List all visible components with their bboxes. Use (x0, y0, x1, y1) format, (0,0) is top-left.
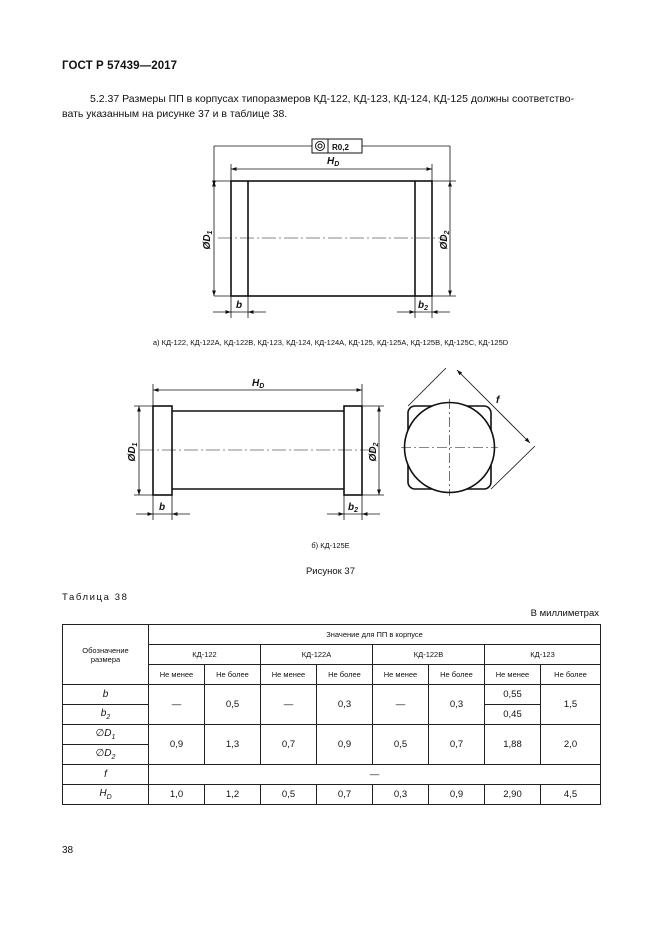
table-cell: 0,5 (261, 785, 317, 805)
case-kd122v: КД-122В (373, 645, 485, 665)
table-cell: — (149, 685, 205, 725)
table-cell: 4,5 (541, 785, 601, 805)
table-cell: 2,0 (541, 725, 601, 765)
table-cell: — (373, 685, 429, 725)
col-group-header: Значение для ПП в корпусе (149, 625, 601, 645)
min-label: Не менее (485, 665, 541, 685)
table-cell: 0,5 (205, 685, 261, 725)
table-cell: 1,88 (485, 725, 541, 765)
table-row-hd (63, 785, 601, 805)
table-cell: 0,55 (485, 685, 541, 705)
max-label: Не более (541, 665, 601, 685)
table-cell: — (149, 765, 601, 785)
row-symbol-hd: $H_D$ (63, 785, 149, 805)
component-b-end-view (401, 399, 498, 496)
table-cell: 0,7 (429, 725, 485, 765)
table-cell: 1,0 (149, 785, 205, 805)
paragraph-line-2: вать указанным на рисунке 37 и в таблице 38. (62, 108, 288, 120)
table-cell: 1,5 (541, 685, 601, 725)
fig-a-label-hd: $H_D$ (327, 156, 340, 168)
table-cell: 0,9 (429, 785, 485, 805)
table-cell: 1,3 (205, 725, 261, 765)
fig-b-label-d1: $ØD_1$ (127, 442, 139, 462)
table-cell: 0,7 (317, 785, 373, 805)
fig-b-label-b2: $b_2$ (348, 502, 359, 514)
table-cell: 0,5 (373, 725, 429, 765)
row-symbol-d1: $\emptyset D_1$ (63, 725, 149, 745)
fig-b-label-hd: $H_D$ (252, 378, 265, 390)
fig-a-label-b2: $b_2$ (418, 300, 429, 312)
fig-a-label-d2: $ØD_2$ (439, 230, 451, 250)
min-label: Не менее (149, 665, 205, 685)
table-row-d1 (63, 725, 601, 745)
table-cell: — (261, 685, 317, 725)
fig-a-label-d1: $ØD_1$ (202, 230, 214, 250)
max-label: Не более (205, 665, 261, 685)
table-cell: 0,3 (317, 685, 373, 725)
table-header-row-1 (63, 625, 601, 645)
fig-b-label-d2: $ØD_2$ (368, 442, 380, 462)
row-symbol-b: b (63, 685, 149, 705)
tolerance-value: R0,2 (332, 143, 349, 152)
row-symbol-d2: $\emptyset D_2$ (63, 745, 149, 765)
component-b-body (153, 406, 362, 495)
case-kd122: КД-122 (149, 645, 261, 665)
min-label: Не менее (261, 665, 317, 685)
col-param-header: Обозначение размера (63, 625, 149, 685)
table-cell: 1,2 (205, 785, 261, 805)
paragraph-line-1: 5.2.37 Размеры ПП в корпусах типоразмеров КД-122, КД-123, КД-124, КД-125 должны соответство- (90, 93, 575, 105)
table-cell: 0,9 (149, 725, 205, 765)
table-units: В миллиметрах (530, 608, 599, 619)
table-cell: 0,9 (317, 725, 373, 765)
fig-a-label-b: b (236, 300, 243, 311)
document-header: ГОСТ Р 57439—2017 (62, 60, 178, 72)
case-kd122a: КД-122А (261, 645, 373, 665)
max-label: Не более (317, 665, 373, 685)
table-cell: 0,3 (373, 785, 429, 805)
page-number: 38 (62, 845, 74, 856)
case-kd123: КД-123 (485, 645, 601, 665)
min-label: Не менее (373, 665, 429, 685)
table-row-b (63, 685, 601, 705)
fig-b-label-b: b (159, 502, 166, 513)
figure-title: Рисунок 37 (305, 566, 356, 577)
dimensions-table (62, 624, 601, 805)
table-cell: 2,90 (485, 785, 541, 805)
row-symbol-f: f (63, 765, 149, 785)
max-label: Не более (429, 665, 485, 685)
figure-b-caption: б) КД-125Е (311, 541, 350, 550)
table-cell: 0,3 (429, 685, 485, 725)
component-a-body (231, 181, 432, 296)
table-title: Таблица 38 (62, 592, 129, 603)
table-cell: 0,45 (485, 705, 541, 725)
figure-a-caption: а) КД-122, КД-122А, КД-122В, КД-123, КД-124, КД-124А, КД-125, КД-125А, КД-125В, КД-125С, КД-125D (152, 338, 509, 347)
row-symbol-b2: $b_2$ (63, 705, 149, 725)
table-cell: 0,7 (261, 725, 317, 765)
table-row-f (63, 765, 601, 785)
fig-b-label-f: f (496, 395, 500, 406)
